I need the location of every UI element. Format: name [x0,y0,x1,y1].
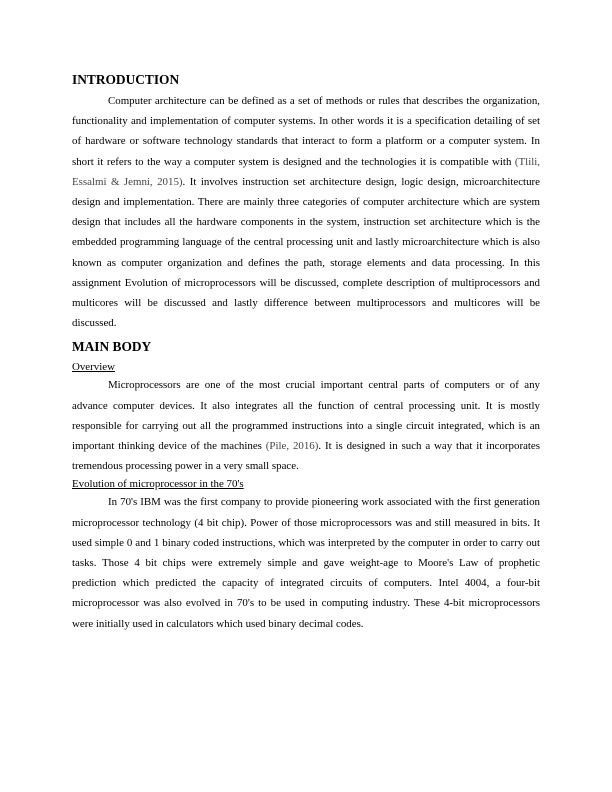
document-page [72,70,540,634]
introduction-citation: (Tlili, Essalmi & Jemni, 2015) [72,155,540,188]
overview-citation: (Pile, 2016) [265,440,319,453]
overview-text-end: . It is designed in such a way that it incorporates tremendous processing power in a very small space. [72,440,541,473]
introduction-paragraph [72,91,540,333]
overview-text-start: Microprocessors are one of the most crucial important central parts of computers or of any advance computer devices. It also integrates all the function of central processing unit. It is mostly responsible for carrying out all the programmed instructions into a single circuit integrated, which is an important thinking device of the machines [72,379,540,453]
introduction-heading: INTRODUCTION [72,72,180,87]
evolution-subheading: Evolution of microprocessor in the 70's [72,478,244,491]
introduction-text-start: Computer architecture can be defined as a set of methods or rules that describes the organization, functionality and implementation of computer systems. In other words it is a specification detailing of set of hardware or software technology standards that interact to form a platform or a computer system. In short it refers to the way a computer system is designed and the technologies it is compatible with [72,95,540,168]
introduction-text-end: . It involves instruction set architecture design, logic design, microarchitecture design and implementation. There are mainly three categories of computer architecture which are system design that includes all the hardware components in the system, instruction set architecture which is the embedded programming language of the central processing unit and lastly microarchitecture which is also known as computer organization and defines the path, storage elements and data processing. In this assignment Evolution of microprocessors will be discussed, complete description of multiprocessors and multicores will be discussed and lastly difference between multiprocessors and multicores will be discussed. [72,175,540,330]
overview-subheading: Overview [72,361,115,374]
evolution-paragraph: In 70's IBM was the first company to provide pioneering work associated with the first generation microprocessor technology (4 bit chip). Power of those microprocessors was and still measured in bits. It used simple 0 and 1 binary coded instructions, which was interpreted by the computer in order to carry out tasks. Those 4 bit chips were extremely simple and gave weight-age to Moore's Law of prophetic prediction which predicted the capacity of integrated circuits of computers. Intel 4004, a four-bit microprocessor was also evolved in 70's to be used in computing industry. These 4-bit microprocessors were initially used in calculators which used binary decimal codes. [72,496,540,630]
overview-paragraph [72,375,540,476]
main-body-heading: MAIN BODY [72,339,152,355]
